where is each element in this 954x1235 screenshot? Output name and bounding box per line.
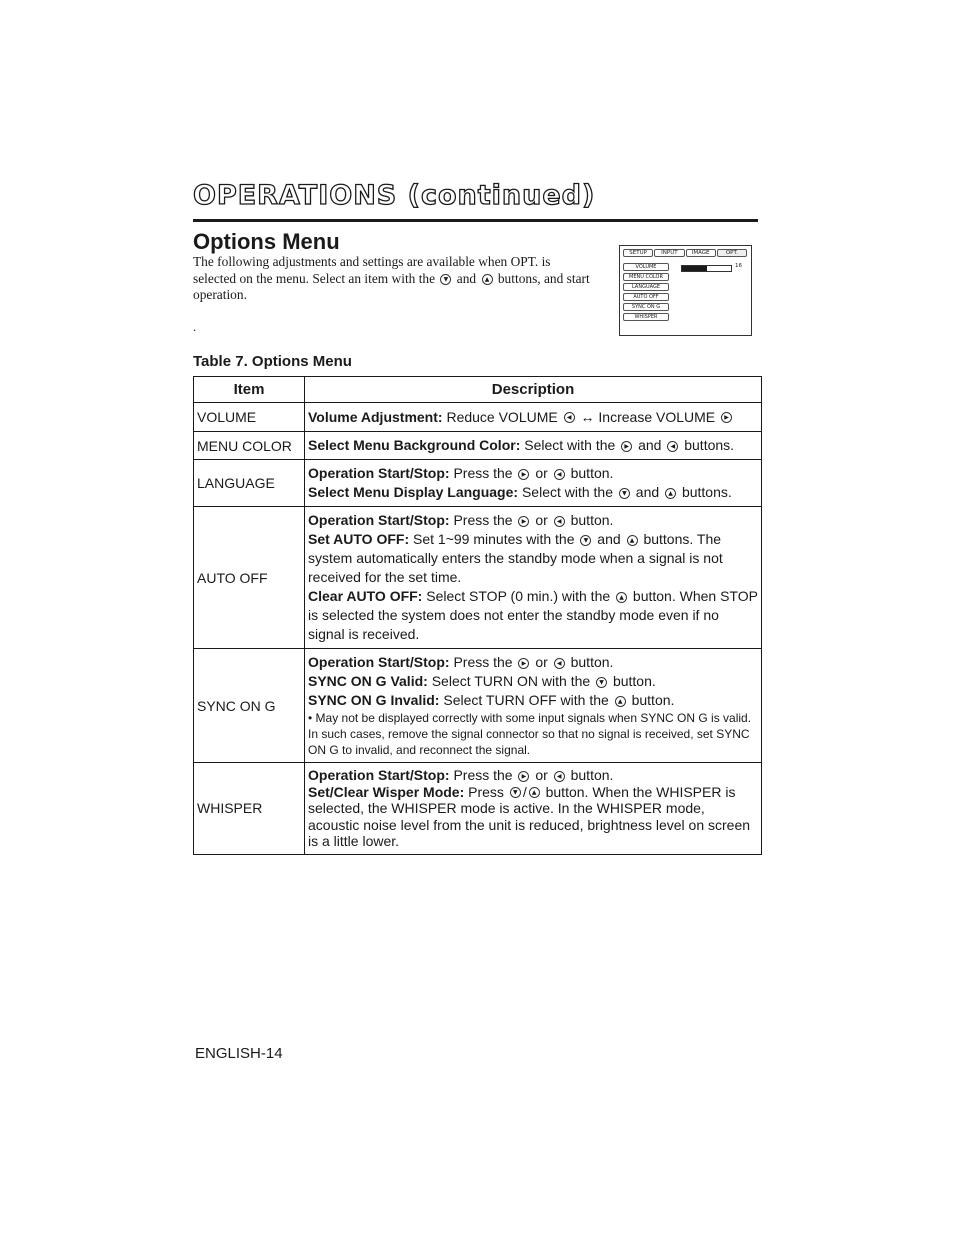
row-description (305, 763, 762, 855)
left-button-icon: ◀ (554, 771, 565, 782)
desc-text: Select with the (521, 484, 614, 500)
table-row (194, 649, 762, 763)
label-bold: SYNC ON G Valid: (308, 673, 428, 689)
left-button-icon: ◀ (554, 658, 565, 669)
desc-text: or (535, 654, 548, 670)
table-row (194, 763, 762, 855)
osd-item-sync-on-g: SYNC ON G (623, 303, 669, 311)
down-button-icon: ▼ (440, 274, 451, 285)
desc-text: Press the (453, 465, 513, 481)
osd-volume-bar-fill (682, 266, 707, 271)
label-bold: Set AUTO OFF: (308, 531, 410, 547)
down-button-icon: ▼ (580, 535, 591, 546)
osd-item-whisper: WHISPER (623, 313, 669, 321)
label-bold: Set/Clear Wisper Mode: (308, 783, 465, 800)
desc-text: buttons. (681, 484, 732, 500)
table-row (194, 460, 762, 507)
desc-text: and (638, 437, 662, 453)
desc-text: Select TURN ON with the (431, 673, 591, 689)
osd-item-language: LANGUAGE (623, 283, 669, 291)
osd-menu-illustration (619, 245, 752, 336)
heading-rule (193, 219, 758, 222)
desc-text: Increase VOLUME (598, 408, 716, 425)
row-description (305, 649, 762, 763)
up-button-icon: ▲ (616, 592, 627, 603)
label-bold: Select Menu Display Language: (308, 484, 519, 500)
down-button-icon: ▼ (596, 677, 607, 688)
row-item: MENU COLOR (194, 432, 305, 460)
desc-text: Set 1~99 minutes with the (413, 531, 575, 547)
row-item: SYNC ON G (194, 649, 305, 763)
osd-volume-bar (681, 265, 732, 272)
table-header-row (194, 377, 762, 403)
desc-text: Press (468, 783, 504, 800)
intro-text-1: The following adjustments and settings are available when OPT. is selected on the menu. Select an item with the (193, 254, 551, 286)
intro-and: and (456, 270, 477, 286)
intro-text-2: buttons, and start operation. (193, 270, 590, 302)
left-button-icon: ◀ (564, 412, 575, 423)
sync-note: • May not be displayed correctly with some input signals when SYNC ON G is valid. In such cases, remove the signal connector so that no signal is received, set SYNC ON G to invalid, and reconnect the signal. (308, 711, 752, 757)
desc-text: buttons. (684, 437, 735, 453)
row-description (305, 403, 762, 432)
left-button-icon: ◀ (554, 516, 565, 527)
right-button-icon: ▶ (518, 516, 529, 527)
right-button-icon: ▶ (518, 771, 529, 782)
desc-text: Press the (453, 767, 513, 783)
right-button-icon: ▶ (621, 441, 632, 452)
up-button-icon: ▲ (482, 274, 493, 285)
row-item: WHISPER (194, 763, 305, 855)
desc-text: Select with the (524, 437, 616, 453)
up-button-icon: ▲ (615, 696, 626, 707)
osd-tab-opt: OPT. (717, 249, 747, 257)
stray-dot: . (193, 319, 197, 334)
header-item: Item (194, 377, 305, 403)
desc-text: Press the (453, 512, 513, 528)
row-description (305, 507, 762, 649)
table-title: Table 7. Options Menu (193, 353, 352, 370)
header-description: Description (305, 377, 762, 403)
table-row (194, 403, 762, 432)
table-row (194, 507, 762, 649)
label-bold: SYNC ON G Invalid: (308, 692, 440, 708)
right-button-icon: ▶ (518, 658, 529, 669)
label-bold: Select Menu Background Color: (308, 437, 521, 453)
row-item: LANGUAGE (194, 460, 305, 507)
up-button-icon: ▲ (529, 787, 540, 798)
osd-item-menu-color: MENU COLOR (623, 273, 669, 281)
options-table (193, 376, 762, 855)
desc-text: button. (631, 692, 675, 708)
down-button-icon: ▼ (619, 488, 630, 499)
desc-text: Select TURN OFF with the (443, 692, 609, 708)
row-item: VOLUME (194, 403, 305, 432)
desc-text: and (635, 484, 660, 500)
desc-text: or (535, 512, 548, 528)
osd-tab-setup: SETUP (623, 249, 653, 257)
label-bold: Operation Start/Stop: (308, 767, 450, 783)
osd-tab-input: INPUT (654, 249, 684, 257)
desc-text: buttons. The system automatically enters the standby mode when a signal is not received for the set time. (308, 531, 723, 585)
page-heading: OPERATIONS (continued) (193, 180, 596, 211)
desc-text: Reduce VOLUME (446, 408, 558, 425)
page-footer: ENGLISH-14 (195, 1045, 283, 1062)
section-title: Options Menu (193, 229, 340, 254)
osd-volume-value: 16 (735, 263, 742, 269)
desc-text: button. (570, 654, 614, 670)
left-button-icon: ◀ (667, 441, 678, 452)
double-arrow-icon: ↔ (580, 408, 595, 425)
desc-text: / (522, 783, 527, 800)
osd-tab-image: IMAGE (686, 249, 716, 257)
desc-text: Select STOP (0 min.) with the (426, 588, 611, 604)
desc-text: or (535, 465, 548, 481)
right-button-icon: ▶ (518, 469, 529, 480)
up-button-icon: ▲ (665, 488, 676, 499)
osd-item-volume: VOLUME (623, 263, 669, 271)
row-description (305, 460, 762, 507)
label-bold: Volume Adjustment: (308, 408, 443, 425)
desc-text: and (597, 531, 621, 547)
desc-text: button. (570, 767, 614, 783)
label-bold: Operation Start/Stop: (308, 465, 450, 481)
desc-text: or (535, 767, 548, 783)
row-description (305, 432, 762, 460)
desc-text: button. (570, 512, 614, 528)
label-bold: Clear AUTO OFF: (308, 588, 423, 604)
osd-item-auto-off: AUTO OFF (623, 293, 669, 301)
label-bold: Operation Start/Stop: (308, 512, 450, 528)
intro-paragraph (193, 254, 593, 304)
right-button-icon: ▶ (721, 412, 732, 423)
desc-text: button. (570, 465, 614, 481)
table-row (194, 432, 762, 460)
label-bold: Operation Start/Stop: (308, 654, 450, 670)
osd-tabs (623, 249, 748, 257)
osd-item-list (623, 263, 669, 323)
desc-text: button. When STOP is selected the system does not enter the standby mode even if no signal is received. (308, 588, 758, 642)
desc-text: button. When the WHISPER is selected, the WHISPER mode is active. In the WHISPER mode, acoustic noise level from the unit is reduced, brightness level on screen is a little lower. (308, 783, 751, 849)
desc-text: Press the (453, 654, 513, 670)
down-button-icon: ▼ (510, 787, 521, 798)
desc-text: button. (612, 673, 656, 689)
up-button-icon: ▲ (627, 535, 638, 546)
row-item: AUTO OFF (194, 507, 305, 649)
left-button-icon: ◀ (554, 469, 565, 480)
